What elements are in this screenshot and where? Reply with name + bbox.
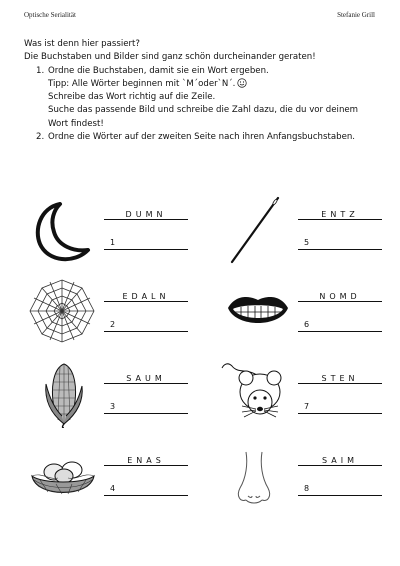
answer-line-3[interactable] bbox=[104, 383, 188, 384]
scrambled-word-6: NOMD bbox=[319, 292, 361, 301]
write-instruction: Schreibe das Wort richtig auf die Zeile. bbox=[48, 92, 216, 103]
mouse-icon bbox=[218, 358, 294, 428]
header-right: Stefanie Grill bbox=[337, 11, 375, 19]
intro-statement: Die Buchstaben und Bilder sind ganz schön durcheinander geraten! bbox=[24, 52, 316, 63]
picture-number-1: 1 bbox=[110, 238, 116, 247]
picture-number-4: 4 bbox=[110, 484, 116, 493]
number-line-7[interactable] bbox=[298, 413, 382, 414]
nest-icon bbox=[28, 450, 98, 502]
answer-line-6[interactable] bbox=[298, 301, 382, 302]
scrambled-word-3: SAUM bbox=[126, 374, 166, 383]
picture-number-2: 2 bbox=[110, 320, 116, 329]
mouth-icon bbox=[226, 290, 290, 330]
moon-icon bbox=[30, 200, 94, 264]
scrambled-word-7: STEN bbox=[321, 374, 359, 383]
tip-text: Tipp: Alle Wörter beginnen mit `M´oder`N´. bbox=[48, 78, 236, 89]
scrambled-word-4: ENAS bbox=[127, 456, 165, 465]
scrambled-word-5: ENTZ bbox=[321, 210, 359, 219]
number-line-8[interactable] bbox=[298, 495, 382, 496]
picture-number-7: 7 bbox=[304, 402, 310, 411]
answer-line-1[interactable] bbox=[104, 219, 188, 220]
number-line-4[interactable] bbox=[104, 495, 188, 496]
nose-icon bbox=[232, 448, 276, 510]
header-left: Optische Serialität bbox=[24, 11, 76, 19]
number-line-6[interactable] bbox=[298, 331, 382, 332]
needle-icon bbox=[226, 194, 286, 266]
task-2-number: 2. bbox=[36, 132, 45, 143]
find-instruction-2: Wort findest! bbox=[48, 118, 104, 129]
task-1-number: 1. bbox=[36, 65, 45, 76]
picture-number-6: 6 bbox=[304, 320, 310, 329]
scrambled-word-1: DUMN bbox=[125, 210, 167, 219]
number-line-3[interactable] bbox=[104, 413, 188, 414]
task-2-text: Ordne die Wörter auf der zweiten Seite nach ihren Anfangsbuchstaben. bbox=[48, 132, 356, 143]
answer-line-4[interactable] bbox=[104, 465, 188, 466]
number-line-2[interactable] bbox=[104, 331, 188, 332]
answer-line-2[interactable] bbox=[104, 301, 188, 302]
number-line-1[interactable] bbox=[104, 249, 188, 250]
task-1-text: Ordne die Buchstaben, damit sie ein Wort ergeben. bbox=[48, 65, 269, 76]
tip-line bbox=[24, 78, 384, 91]
scrambled-word-8: SAIM bbox=[322, 456, 358, 465]
number-line-5[interactable] bbox=[298, 249, 382, 250]
find-instruction-1: Suche das passende Bild und schreibe die Zahl dazu, die du vor deinem bbox=[48, 105, 359, 116]
answer-line-5[interactable] bbox=[298, 219, 382, 220]
answer-line-8[interactable] bbox=[298, 465, 382, 466]
intro-question: Was ist denn hier passiert? bbox=[24, 39, 140, 49]
smiley-icon bbox=[237, 78, 247, 88]
instructions bbox=[24, 38, 384, 144]
corn-icon bbox=[40, 360, 88, 428]
picture-number-8: 8 bbox=[304, 484, 310, 493]
task-2 bbox=[24, 131, 384, 144]
scrambled-word-2: EDALN bbox=[122, 292, 170, 301]
picture-number-5: 5 bbox=[304, 238, 310, 247]
picture-number-3: 3 bbox=[110, 402, 116, 411]
spiderweb-icon bbox=[24, 278, 100, 344]
task-1 bbox=[24, 65, 384, 78]
answer-line-7[interactable] bbox=[298, 383, 382, 384]
